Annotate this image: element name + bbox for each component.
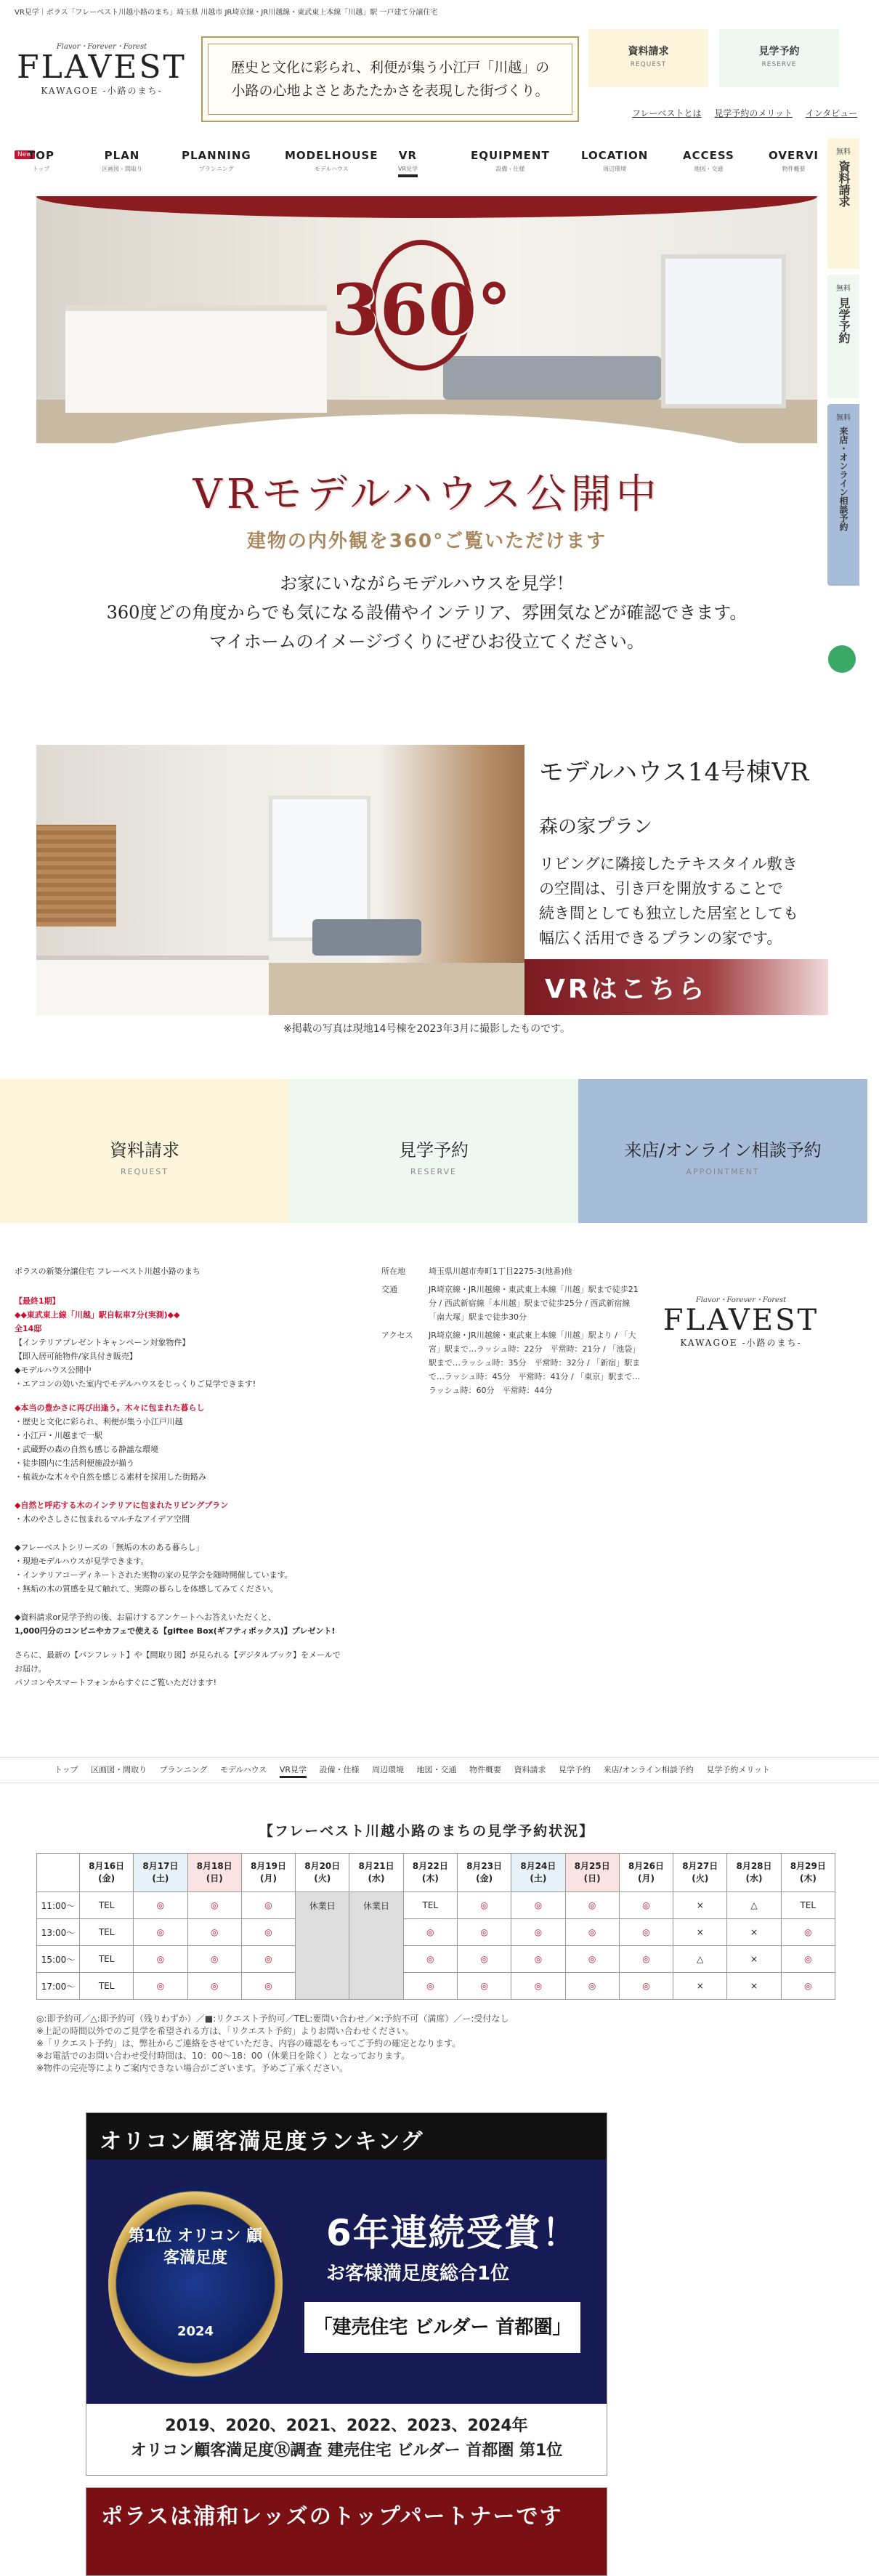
summary-line: ・エアコンの効いた室内でモデルハウスをじっくりご見学できます! (15, 1379, 256, 1389)
date-label: 8月27日 (682, 1861, 718, 1871)
fnav-equipment[interactable]: 設備・仕様 (319, 1765, 360, 1774)
detail-value: 埼玉県川越市寿町1丁目2275-3(地番)他 (429, 1267, 572, 1276)
cta-appointment-button[interactable] (578, 1079, 867, 1223)
slot-cell[interactable]: ◎ (565, 1892, 619, 1919)
award-medal-text: 第1位 オリコン 顧客満足度 (128, 2227, 263, 2267)
nav-modelhouse-label: MODELHOUSE (285, 149, 378, 162)
slot-cell[interactable]: ◎ (134, 1919, 187, 1946)
slot-cell[interactable]: ◎ (511, 1973, 565, 2000)
modelhouse-photo[interactable] (36, 745, 524, 1015)
summary-line: ・現地モデルハウスが見学できます。 (15, 1556, 149, 1566)
oricon-head: オリコン顧客満足度ランキング (100, 2129, 424, 2155)
oricon-footer (86, 2404, 607, 2475)
slot-cell[interactable]: ◎ (781, 1946, 835, 1973)
header-request-button[interactable] (588, 29, 708, 87)
nav-overview-sub: 物件概要 (782, 166, 806, 172)
hero-vr-image (36, 196, 817, 443)
time-slot-label: 17:00〜 (37, 1973, 80, 2000)
logo-subtitle: KAWAGOE -小路のまち- (41, 86, 163, 96)
nav-vr[interactable] (398, 149, 418, 177)
fnav-plan[interactable]: 区画図・間取り (91, 1765, 147, 1774)
nav-access[interactable] (683, 149, 734, 173)
nav-planning-sub: プランニング (198, 166, 234, 172)
date-header (565, 1854, 619, 1892)
fnav-overview[interactable]: 物件概要 (469, 1765, 501, 1774)
modelhouse-desc-line3: 続き間としても独立した居室としても (539, 905, 798, 922)
fnav-request[interactable]: 資料請求 (514, 1765, 546, 1774)
kitchen-counter (65, 305, 327, 413)
fnav-appointment[interactable]: 来店/オンライン相談予約 (603, 1765, 694, 1774)
slot-cell[interactable]: ◎ (134, 1973, 187, 2000)
summary-line: ・武蔵野の森の自然も感じる静謐な環境 (15, 1445, 158, 1454)
slot-cell[interactable]: ◎ (511, 1919, 565, 1946)
date-label: 8月19日 (250, 1861, 287, 1871)
slot-cell[interactable]: ◎ (403, 1946, 457, 1973)
date-header (781, 1854, 835, 1892)
oricon-banner[interactable] (86, 2112, 607, 2476)
header-request-sub: REQUEST (630, 61, 667, 68)
summary-line: ◆モデルハウス公開中 (15, 1365, 92, 1375)
nav-plan-label: PLAN (104, 149, 140, 162)
side-reserve-label: 見学予約 (837, 297, 851, 344)
logo-tagline: Flavor・Forever・Forest (56, 43, 147, 51)
photo-note: ※掲載の写真は現地14号棟を2023年3月に撮影したものです。 (283, 1023, 570, 1035)
slot-cell[interactable]: △ (673, 1946, 727, 1973)
weekday-label: (木) (421, 1873, 439, 1883)
fnav-planning[interactable]: プランニング (159, 1765, 208, 1774)
vr-intro-text (36, 569, 817, 656)
weekday-label: (金) (476, 1873, 493, 1883)
slot-cell[interactable]: ◎ (565, 1973, 619, 2000)
property-details (381, 1264, 643, 1402)
slot-cell[interactable]: ◎ (619, 1973, 673, 2000)
date-header (403, 1854, 457, 1892)
summary-line: 1,000円分のコンビニやカフェで使える【giftee Box(ギフティボックス)】プレゼント! (15, 1626, 336, 1636)
time-slot-label: 13:00〜 (37, 1919, 80, 1946)
nav-location-label: LOCATION (581, 149, 649, 162)
weekday-label: (火) (314, 1873, 331, 1883)
nav-planning[interactable] (182, 149, 251, 173)
weekday-label: (水) (745, 1873, 763, 1883)
nav-equipment[interactable] (471, 149, 550, 173)
fnav-reserve[interactable]: 見学予約 (558, 1765, 591, 1774)
main-nav (0, 149, 821, 191)
fnav-modelhouse[interactable]: モデルハウス (219, 1765, 267, 1774)
summary-line: ◆フレーベストシリーズの「無垢の木のある暮らし」 (15, 1543, 204, 1552)
slot-cell[interactable]: ◎ (457, 1946, 511, 1973)
cta-appointment-sub: APPOINTMENT (686, 1167, 760, 1176)
summary-line: さらに、最新の【パンフレット】や【間取り図】が見られる【デジタルブック】をメールで (15, 1650, 341, 1660)
summary-line: パソコンやスマートフォンからすぐにご覧いただけます! (15, 1678, 217, 1687)
weekday-label: (日) (206, 1873, 223, 1883)
cta-request-button[interactable] (0, 1079, 289, 1223)
reservation-row (37, 1892, 835, 1919)
legend-line: ※上記の時間以外でのご見学を希望される方は、「リクエスト予約」よりお問い合わせください。 (36, 2026, 414, 2036)
award-medal-icon (108, 2186, 283, 2382)
vr-intro-line1: お家にいながらモデルハウスを見学！ (280, 573, 574, 594)
slot-cell[interactable]: ◎ (619, 1919, 673, 1946)
nav-plan-sub: 区画図・間取り (102, 166, 142, 172)
summary-line: ・木のやさしさに包まれるマルチなアイデア空間 (15, 1514, 190, 1524)
reservation-header-row (37, 1854, 835, 1892)
header-links (632, 107, 867, 119)
slot-cell[interactable]: ◎ (457, 1919, 511, 1946)
detail-row (381, 1283, 643, 1324)
reservation-legend (36, 2013, 821, 2075)
fnav-top[interactable]: トップ (54, 1765, 78, 1774)
slot-cell[interactable]: ◎ (565, 1946, 619, 1973)
date-header (296, 1854, 349, 1892)
slot-cell: × (673, 1892, 727, 1919)
summary-line: ・インテリアコーディネートされた実物の家の見学会を随時開催しています。 (15, 1570, 293, 1580)
footer-logo (654, 1293, 828, 1349)
modelhouse-desc-line2: の空間は、引き戸を開放することで (539, 880, 783, 897)
modelhouse-description (539, 852, 830, 950)
date-header (134, 1854, 187, 1892)
date-label: 8月25日 (574, 1861, 610, 1871)
slot-cell: TEL (781, 1892, 835, 1919)
date-label: 8月17日 (142, 1861, 179, 1871)
date-header (457, 1854, 511, 1892)
page-top-button[interactable] (828, 645, 856, 673)
nav-location[interactable] (581, 149, 648, 173)
slot-cell: × (727, 1919, 781, 1946)
modelhouse-desc-line1: リビングに隣接したテキスタイル敷き (539, 855, 798, 873)
nav-vr-label: VR (398, 149, 418, 162)
weekday-label: (日) (583, 1873, 601, 1883)
weekday-label: (土) (530, 1873, 547, 1883)
summary-line: ◆資料請求or見学予約の後、お届けするアンケートへお答えいただくと、 (15, 1612, 277, 1622)
time-slot-label: 15:00〜 (37, 1946, 80, 1973)
reds-title: ポラスは浦和レッズのトップパートナーです (101, 2504, 563, 2529)
modelhouse-plan: 森の家プラン (539, 816, 653, 838)
slot-cell: × (673, 1919, 727, 1946)
oricon-category: 「建売住宅 ビルダー 首都圏」 (304, 2302, 580, 2353)
header-reserve-button[interactable] (719, 29, 839, 87)
nav-access-label: ACCESS (683, 149, 734, 162)
vr-intro-line2: 360度どの角度からでも気になる設備やインテリア、雰囲気などが確認できます。 (106, 602, 748, 623)
date-header (619, 1854, 673, 1892)
modelhouse-title: モデルハウス14号棟VR (539, 758, 810, 787)
slot-cell: 休業日 (349, 1892, 403, 2000)
fnav-location[interactable]: 周辺環境 (371, 1765, 404, 1774)
nav-vr-sub: VR見学 (398, 166, 418, 172)
date-label: 8月23日 (466, 1861, 503, 1871)
footer-logo-tagline: Flavor・Forever・Forest (695, 1296, 787, 1304)
weekday-label: (火) (692, 1873, 709, 1883)
catchphrase-box (201, 36, 579, 122)
header-request-label: 資料請求 (628, 46, 669, 57)
oricon-years: 2019、2020、2021、2022、2023、2024年 (165, 2417, 528, 2435)
date-header (187, 1854, 241, 1892)
detail-key: アクセス (381, 1331, 413, 1340)
vr-subtitle: 建物の内外観を360°ご覧いただけます (246, 530, 607, 552)
oricon-survey: オリコン顧客満足度Ⓡ調査 建売住宅 ビルダー 首都圏 第1位 (130, 2442, 563, 2460)
reservation-row (37, 1973, 835, 2000)
nav-access-sub: 地図・交通 (694, 166, 724, 172)
nav-overview-label: OVERVI (769, 149, 819, 162)
slot-cell[interactable]: ◎ (565, 1919, 619, 1946)
vr-title: VRモデルハウス公開中 (193, 471, 661, 518)
slot-cell[interactable]: △ (727, 1892, 781, 1919)
vr-intro-line3: マイホームのイメージづくりにぜひお役立てください。 (209, 631, 644, 652)
side-appointment-free: 無料 (836, 414, 851, 422)
nav-plan[interactable] (102, 149, 142, 173)
nav-equipment-label: EQUIPMENT (471, 149, 550, 162)
badge-360 (327, 240, 516, 385)
header-reserve-label: 見学予約 (758, 46, 800, 57)
side-reserve-free: 無料 (836, 285, 851, 293)
link-merit[interactable]: 見学予約のメリット (714, 108, 793, 118)
summary-line: 【インテリアプレゼントキャンペーン対象物件】 (15, 1338, 190, 1347)
detail-key: 所在地 (381, 1267, 405, 1276)
slot-cell: TEL (403, 1892, 457, 1919)
side-tab-appointment[interactable] (827, 404, 859, 586)
date-label: 8月18日 (196, 1861, 232, 1871)
date-header (727, 1854, 781, 1892)
time-slot-label: 11:00〜 (37, 1892, 80, 1919)
legend-line: ※物件の完売等によりご案内できない場合がございます。予めご了承ください。 (36, 2063, 349, 2073)
summary-line: 【即入居可能物件/家具付き販売】 (15, 1352, 137, 1361)
slot-cell[interactable]: ◎ (187, 1919, 241, 1946)
detail-value: JR埼京線・JR川越線・東武東上本線「川越」駅まで徒歩21分 / 西武新宿線「本川越」駅まで徒歩25分 / 西武新宿線「南大塚」駅まで徒歩30分 (429, 1285, 639, 1322)
award-medal-year: 2024 (177, 2324, 214, 2339)
reds-banner[interactable] (86, 2487, 607, 2576)
date-header (349, 1854, 403, 1892)
slot-cell[interactable]: ◎ (457, 1973, 511, 2000)
fnav-access[interactable]: 地図・交通 (416, 1765, 457, 1774)
slot-cell: × (727, 1973, 781, 2000)
date-label: 8月26日 (628, 1861, 664, 1871)
slot-cell[interactable]: ◎ (619, 1946, 673, 1973)
summary-line: ・徒歩圏内に生活利便施設が揃う (15, 1458, 134, 1468)
cta-request-label: 資料請求 (110, 1140, 179, 1160)
legend-line: ◎:即予約可／△:即予約可（残りわずか）／■:リクエスト予約可／TEL:要問い合わせ／×:予約不可（満席）／ー:受付なし (36, 2014, 509, 2024)
slot-cell[interactable]: ◎ (187, 1973, 241, 2000)
nav-top-label: TOP (28, 149, 54, 162)
oricon-subheadline: お客様満足度総合1位 (326, 2263, 510, 2285)
fnav-vr[interactable]: VR見学 (280, 1765, 307, 1778)
slot-cell: × (727, 1946, 781, 1973)
badge-360-text: 360° (331, 269, 512, 351)
summary-line: ・歴史と文化に彩られ、利便が集う小江戸川越 (15, 1417, 183, 1426)
slot-cell: TEL (80, 1919, 134, 1946)
weekday-label: (月) (259, 1873, 277, 1883)
cta-reserve-button[interactable] (289, 1079, 578, 1223)
summary-line: ・無垢の木の質感を見て触れて、実際の暮らしを体感してみてください。 (15, 1584, 278, 1594)
date-label: 8月21日 (358, 1861, 394, 1871)
catchphrase-line1: 歴史と文化に彩られ、利便が集う小江戸「川越」の (230, 60, 550, 76)
cta-reserve-label: 見学予約 (399, 1140, 469, 1160)
cta-reserve-sub: RESERVE (410, 1167, 458, 1176)
slot-cell: TEL (80, 1892, 134, 1919)
property-summary (15, 1264, 370, 1689)
footer-logo-subtitle: KAWAGOE -小路のまち- (680, 1338, 802, 1348)
nav-location-sub: 周辺環境 (603, 166, 627, 172)
nav-top-sub: トップ (32, 166, 50, 172)
detail-key: 交通 (381, 1285, 397, 1294)
summary-line: ◆自然と呼応する木のインテリアに包まれたリビングプラン (15, 1501, 229, 1510)
summary-line: ・植栽かな木々や自然を感じる素材を採用した街路み (15, 1472, 206, 1482)
topbar-breadcrumb: VR見学｜ポラス「フレーベスト川越小路のまち」埼玉県 川越市 JR埼京線・JR川越線・東武東上本線「川越」駅 一戸建て分譲住宅 (15, 9, 438, 17)
slot-cell: 休業日 (296, 1892, 349, 2000)
new-badge: New (15, 150, 35, 159)
nav-overview[interactable] (769, 149, 819, 173)
nav-modelhouse-sub: モデルハウス (314, 166, 349, 172)
modelhouse-desc-line4: 幅広く活用できるプランの家です。 (539, 929, 782, 947)
nav-planning-label: PLANNING (182, 149, 251, 162)
link-interview[interactable]: インタビュー (805, 108, 858, 118)
nav-top[interactable] (28, 149, 54, 173)
weekday-label: (木) (799, 1873, 817, 1883)
slot-cell[interactable]: ◎ (403, 1973, 457, 2000)
date-label: 8月28日 (736, 1861, 772, 1871)
footer-logo-wordmark: FLAVEST (663, 1304, 819, 1337)
summary-line: ◆◆東武東上線「川越」駅自転車7分(実測)◆◆ (15, 1310, 180, 1320)
slot-cell[interactable]: ◎ (187, 1892, 241, 1919)
date-label: 8月29日 (790, 1861, 826, 1871)
summary-line: ◆本当の豊かさに再び出逢う。木々に包まれた暮らし (15, 1403, 205, 1413)
corner-cell (37, 1854, 80, 1892)
date-label: 8月16日 (89, 1861, 125, 1871)
weekday-label: (月) (637, 1873, 655, 1883)
legend-line: ※「リクエスト予約」は、弊社からご連絡をさせていただき、内容の確認をもってご予約の確定となります。 (36, 2038, 461, 2048)
oricon-headline: 6年連続受賞！ (326, 2212, 580, 2254)
cta-appointment-label: 来店/オンライン相談予約 (624, 1140, 822, 1160)
slot-cell[interactable]: ◎ (241, 1946, 295, 1973)
summary-line: 【最終1期】 (15, 1296, 60, 1306)
side-appointment-label: 来店・オンライン相談予約 (838, 427, 848, 531)
reservation-title: 【フレーベスト川越小路のまちの見学予約状況】 (259, 1823, 595, 1839)
summary-line: 全14邸 (15, 1324, 42, 1333)
header-reserve-sub: RESERVE (761, 61, 797, 68)
slot-cell[interactable]: ◎ (457, 1892, 511, 1919)
cta-request-sub: REQUEST (121, 1167, 169, 1176)
side-request-free: 無料 (836, 148, 851, 156)
footer-nav (0, 1757, 879, 1783)
slot-cell[interactable]: ◎ (241, 1892, 295, 1919)
slot-cell[interactable]: ◎ (403, 1919, 457, 1946)
slot-cell[interactable]: ◎ (511, 1892, 565, 1919)
slot-cell[interactable]: ◎ (134, 1946, 187, 1973)
date-header (241, 1854, 295, 1892)
slot-cell[interactable]: ◎ (241, 1919, 295, 1946)
link-about[interactable]: フレーベストとは (632, 108, 702, 118)
reservation-table (36, 1853, 835, 2000)
slot-cell[interactable]: ◎ (511, 1946, 565, 1973)
site-logo[interactable] (15, 40, 189, 97)
detail-value: JR埼京線・JR川越線・東武東上本線「川越」駅より / 「大宮」駅まで…ラッシュ時：22分 平常時：21分 / 「池袋」駅まで…ラッシュ時：35分 平常時：32分 / 「新宿」駅まで…ラッシュ時：45分 平常時：41分 / 「東京」駅まで…ラッシュ時：60分 平常時：44分 (429, 1331, 641, 1395)
side-tab-request[interactable] (827, 138, 859, 269)
side-request-label: 資料請求 (837, 161, 851, 207)
side-tab-reserve[interactable] (827, 275, 859, 398)
weekday-label: (水) (368, 1873, 385, 1883)
slot-cell[interactable]: ◎ (781, 1919, 835, 1946)
fnav-merit[interactable]: 見学予約メリット (706, 1765, 770, 1774)
slot-cell[interactable]: ◎ (619, 1892, 673, 1919)
weekday-label: (土) (152, 1873, 169, 1883)
vr-link-button[interactable]: VRはこちら (524, 959, 828, 1015)
date-header (511, 1854, 565, 1892)
nav-modelhouse[interactable] (285, 149, 378, 173)
date-label: 8月22日 (412, 1861, 448, 1871)
date-label: 8月24日 (520, 1861, 556, 1871)
date-label: 8月20日 (304, 1861, 341, 1871)
reservation-row (37, 1919, 835, 1946)
reservation-row (37, 1946, 835, 1973)
date-header (80, 1854, 134, 1892)
legend-line: ※お電話でのお問い合わせ受付時間は、10：00〜18：00（休業日を除く）となっております。 (36, 2051, 410, 2061)
summary-head: ポラスの新築分譲住宅 フレーベスト川越小路のまち (15, 1267, 200, 1276)
slot-cell[interactable]: ◎ (241, 1973, 295, 2000)
detail-row (381, 1328, 643, 1397)
slot-cell[interactable]: ◎ (781, 1973, 835, 2000)
slot-cell[interactable]: ◎ (134, 1892, 187, 1919)
detail-row (381, 1264, 643, 1278)
slot-cell: TEL (80, 1946, 134, 1973)
logo-wordmark: FLAVEST (17, 49, 187, 86)
slot-cell: × (673, 1973, 727, 2000)
summary-line: お届け。 (15, 1664, 46, 1673)
weekday-label: (金) (98, 1873, 116, 1883)
window (661, 254, 786, 408)
nav-equipment-sub: 設備・仕様 (495, 166, 525, 172)
slot-cell[interactable]: ◎ (187, 1946, 241, 1973)
summary-line: ・小江戸・川越まで一駅 (15, 1431, 102, 1440)
date-header (673, 1854, 727, 1892)
slot-cell: TEL (80, 1973, 134, 2000)
catchphrase-line2: 小路の心地よさとあたたかさを表現した街づくり。 (231, 83, 549, 99)
